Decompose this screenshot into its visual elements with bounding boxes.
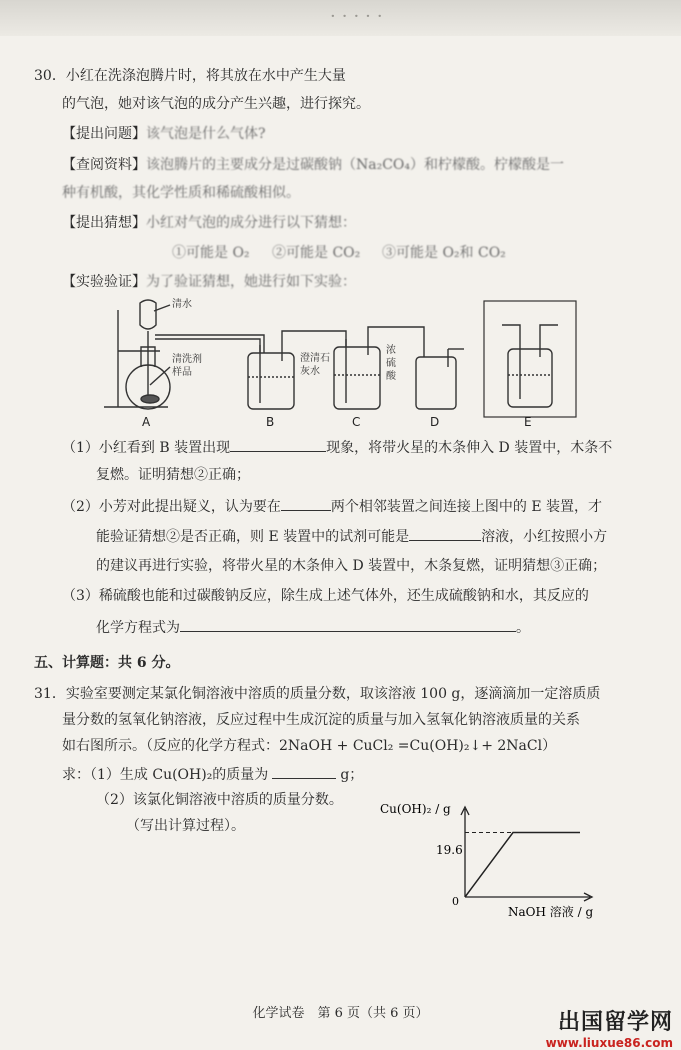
watermark-name: 出国留学网 (557, 1010, 673, 1035)
q30-guess-line (62, 213, 356, 233)
sub2-d: 溶液，小红按照小方 (481, 529, 608, 545)
sub2-line1 (62, 496, 602, 517)
tube-e-in (502, 325, 520, 399)
bottle-e (508, 349, 552, 407)
tag-info: 【查阅资料】 (62, 157, 146, 173)
top-bleed-band (0, 0, 681, 36)
x-axis-label: NaOH 溶液 / g (508, 905, 594, 919)
funnel-a (140, 300, 156, 329)
label-acid3: 酸 (386, 371, 396, 382)
label-b: B (266, 415, 275, 429)
y-axis-label: Cu(OH)₂ / g (380, 802, 451, 816)
q30-intro-line1 (34, 66, 346, 86)
label-water: 清水 (172, 299, 192, 310)
blank-reagent[interactable] (409, 526, 481, 541)
ask1-b: g； (340, 767, 364, 783)
sub2-line3: 的建议再进行实验，将带火星的木条伸入 D 装置中，木条复燃，证明猜想③正确； (96, 558, 607, 574)
q30-intro-text2: 的气泡，她对该气泡的成分产生兴趣，进行探究。 (62, 96, 370, 112)
exp-text: 为了验证猜想，她进行如下实验： (146, 274, 356, 290)
tag-experiment: 【实验验证】 (62, 274, 146, 290)
y-tick-value: 19.6 (436, 843, 463, 857)
q31-ask2: （2）该氯化铜溶液中溶质的质量分数。 (96, 792, 343, 808)
q31-ask2b: （写出计算过程）。 (126, 818, 245, 834)
guess-3: ③可能是 O₂和 CO₂ (382, 245, 506, 261)
data-line (465, 833, 580, 898)
tag-ask-question: 【提出问题】 (62, 126, 146, 142)
q30-info-line1 (62, 155, 564, 175)
sub1-b: 现象，将带火星的木条伸入 D 装置中，木条不 (326, 440, 613, 456)
guess-2: ②可能是 CO₂ (272, 245, 361, 261)
guess-1: ①可能是 O₂ (172, 245, 250, 261)
guess-text: 小红对气泡的成分进行以下猜想： (146, 215, 356, 231)
sample-blob (141, 395, 159, 403)
bottle-d (416, 357, 456, 409)
blank-mass[interactable] (272, 764, 336, 779)
sub2-line2 (96, 526, 607, 547)
q31-line1: 31．实验室要测定某氯化铜溶液中溶质的质量分数，取该溶液 100 g，逐滴滴加一定溶质质 (34, 686, 601, 702)
q30-info-line2 (62, 183, 300, 203)
precipitation-graph (380, 797, 610, 922)
label-c: C (352, 415, 361, 429)
label-lime1: 澄清石 (300, 353, 330, 364)
tube-a-b (155, 335, 264, 353)
sub3-line2 (96, 617, 530, 638)
label-lime2: 灰水 (300, 366, 320, 377)
label-e: E (524, 415, 532, 429)
label-a: A (142, 415, 151, 429)
sub2-b: 两个相邻装置之间连接上图中的 E 装置，才 (330, 499, 603, 515)
ask-text: 该气泡是什么气体? (146, 126, 266, 142)
info-text2: 种有机酸，其化学性质和稀硫酸相似。 (62, 185, 300, 201)
watermark (546, 1005, 673, 1050)
sub3-end: 。 (516, 620, 530, 636)
bottle-c (334, 347, 380, 409)
watermark-url: www.liuxue86.com (545, 1036, 673, 1050)
q30-exp-line (62, 272, 356, 292)
label-acid2: 硫 (386, 358, 396, 369)
tube-e-out (540, 325, 558, 357)
section5-heading: 五、计算题：共 6 分。 (34, 655, 180, 671)
label-sample2: 样品 (172, 367, 192, 378)
sub1-line2: 复燃。证明猜想②正确； (96, 467, 250, 483)
origin-label: 0 (452, 895, 459, 908)
blank-devices[interactable] (281, 496, 331, 511)
tag-guess: 【提出猜想】 (62, 215, 146, 231)
sub1-line1 (62, 437, 612, 458)
box-e (484, 301, 576, 417)
tube-b-c (282, 331, 346, 347)
sub3-b: 化学方程式为 (96, 620, 180, 636)
q31-line2: 量分数的氢氧化钠溶液，反应过程中生成沉淀的质量与加入氢氧化钠溶液质量的关系 (62, 712, 580, 728)
ask1-a: 求：（1）生成 Cu(OH)₂的质量为 (62, 767, 269, 783)
label-d: D (430, 415, 440, 429)
bottle-b (248, 353, 294, 409)
q30-ask-line (62, 124, 266, 144)
tube-c-d (368, 327, 424, 357)
sub2-a: （2）小芳对此提出疑义，认为要在 (62, 499, 281, 515)
blank-b-phenomenon[interactable] (230, 437, 326, 452)
sub3-line1: （3）稀硫酸也能和过碳酸钠反应，除生成上述气体外，还生成硫酸钠和水，其反应的 (62, 588, 589, 604)
info-text1: 该泡腾片的主要成分是过碳酸钠（Na₂CO₄）和柠檬酸。柠檬酸是一 (146, 157, 565, 173)
q30-intro-line2 (62, 94, 370, 114)
sub2-c: 能验证猜想②是否正确，则 E 装置中的试剂可能是 (96, 529, 410, 545)
page-footer: 化学试卷 第 6 页（共 6 页） (252, 1006, 429, 1021)
q31-line3: 如右图所示。（反应的化学方程式：2NaOH + CuCl₂ =Cu(OH)₂↓+ 2NaCl） (62, 738, 557, 754)
sub1-a: （1）小红看到 B 装置出现 (62, 440, 231, 456)
label-acid1: 浓 (386, 345, 396, 356)
q31-ask1 (62, 764, 363, 785)
apparatus-diagram (98, 295, 578, 430)
faded-header-text: ····· (330, 6, 389, 27)
blank-equation[interactable] (180, 617, 516, 632)
label-sample1: 清洗剂 (172, 354, 202, 365)
q30-intro-text1: 30．小红在洗涤泡腾片时，将其放在水中产生大量 (34, 68, 346, 84)
